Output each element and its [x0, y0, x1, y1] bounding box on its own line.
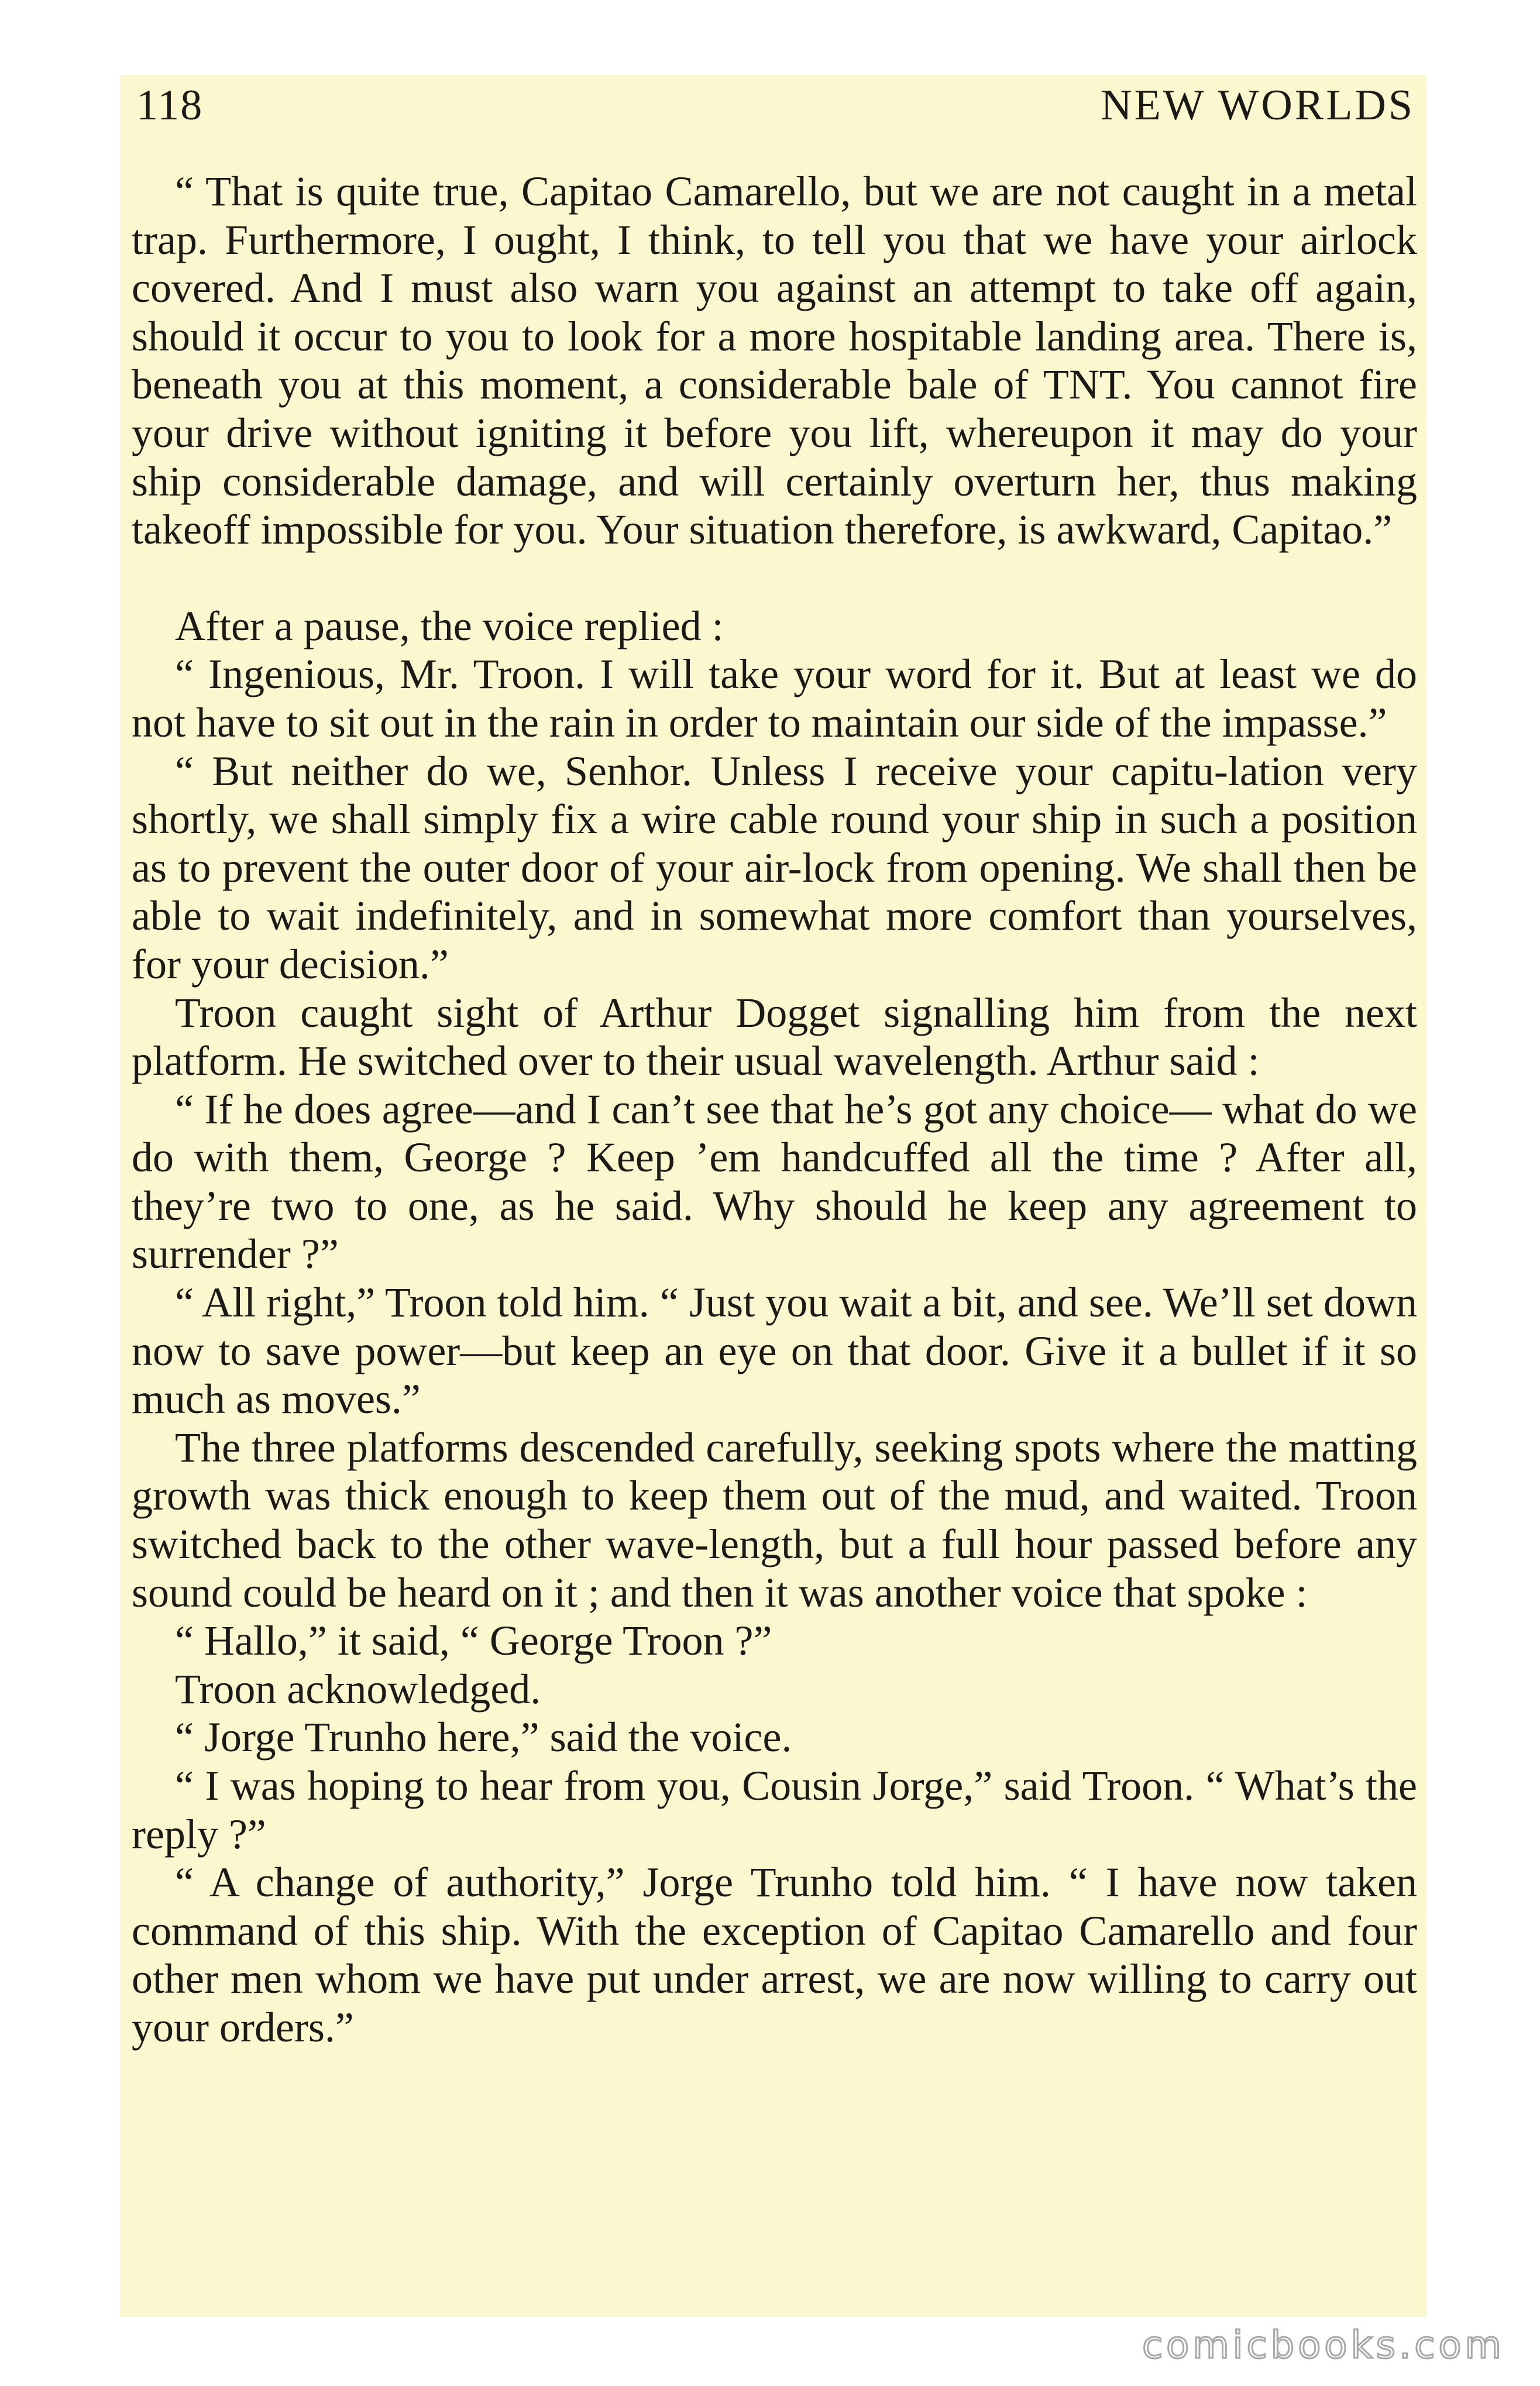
paragraph: “ A change of authority,” Jorge Trunho told him. “ I have now taken command of this ship. With the exception of Capitao Camarello and four other men whom we have put under arrest, we are now willing to carry out your orders.”	[132, 1859, 1417, 2051]
paragraph: The three platforms descended carefully, seeking spots where the matting growth was thick enough to keep them out of the mud, and waited. Troon switched back to the other wave-length, but a full hour passed before any sound could be heard on it ; and then it was another voice that spoke :	[132, 1424, 1417, 1616]
running-header	[132, 81, 1415, 133]
paragraph: “ That is quite true, Capitao Camarello, but we are not caught in a metal trap. Furthermore, I ought, I think, to tell you that we have your airlock covered. And I must also warn you against an attempt to take off again, should it occur to you to look for a more hospitable landing area. There is, beneath you at this moment, a considerable bale of TNT. You cannot fire your drive without igniting it before you lift, whereupon it may do your ship considerable damage, and will certainly overturn her, thus making takeoff impossible for you. Your situation therefore, is awkward, Capitao.”	[132, 168, 1417, 553]
paragraph: “ If he does agree—and I can’t see that he’s got any choice— what do we do with them, George ? Keep ’em handcuffed all the time ? After all, they’re two to one, as he said. Why should he keep any agreement to surrender ?”	[132, 1085, 1417, 1278]
paragraph: “ Jorge Trunho here,” said the voice.	[175, 1714, 792, 1761]
page	[120, 75, 1426, 2317]
paragraph: “ Hallo,” it said, “ George Troon ?”	[175, 1617, 772, 1665]
page-number: 118	[136, 81, 204, 129]
magazine-title: NEW WORLDS	[1101, 81, 1415, 129]
paragraph: “ But neither do we, Senhor. Unless I receive your capitu-lation very shortly, we shall simply fix a wire cable round your ship in such a position as to prevent the outer door of your air-lock from opening. We shall then be able to wait indefinitely, and in somewhat more comfort than yourselves, for your decision.”	[132, 747, 1417, 988]
paragraph: After a pause, the voice replied :	[175, 602, 724, 649]
paragraph: “ Ingenious, Mr. Troon. I will take your word for it. But at least we do not have to sit out in the rain in order to maintain our side of the impasse.”	[132, 651, 1417, 746]
watermark: comicbooks.com	[1142, 2324, 1505, 2367]
story-text	[132, 167, 1417, 2052]
paragraph: Troon acknowledged.	[175, 1665, 541, 1713]
paragraph: Troon caught sight of Arthur Dogget signalling him from the next platform. He switched over to their usual wavelength. Arthur said :	[132, 989, 1417, 1085]
paragraph: “ I was hoping to hear from you, Cousin Jorge,” said Troon. “ What’s the reply ?”	[132, 1762, 1417, 1858]
paragraph: “ All right,” Troon told him. “ Just you wait a bit, and see. We’ll set down now to save power—but keep an eye on that door. Give it a bullet if it so much as moves.”	[132, 1279, 1417, 1423]
